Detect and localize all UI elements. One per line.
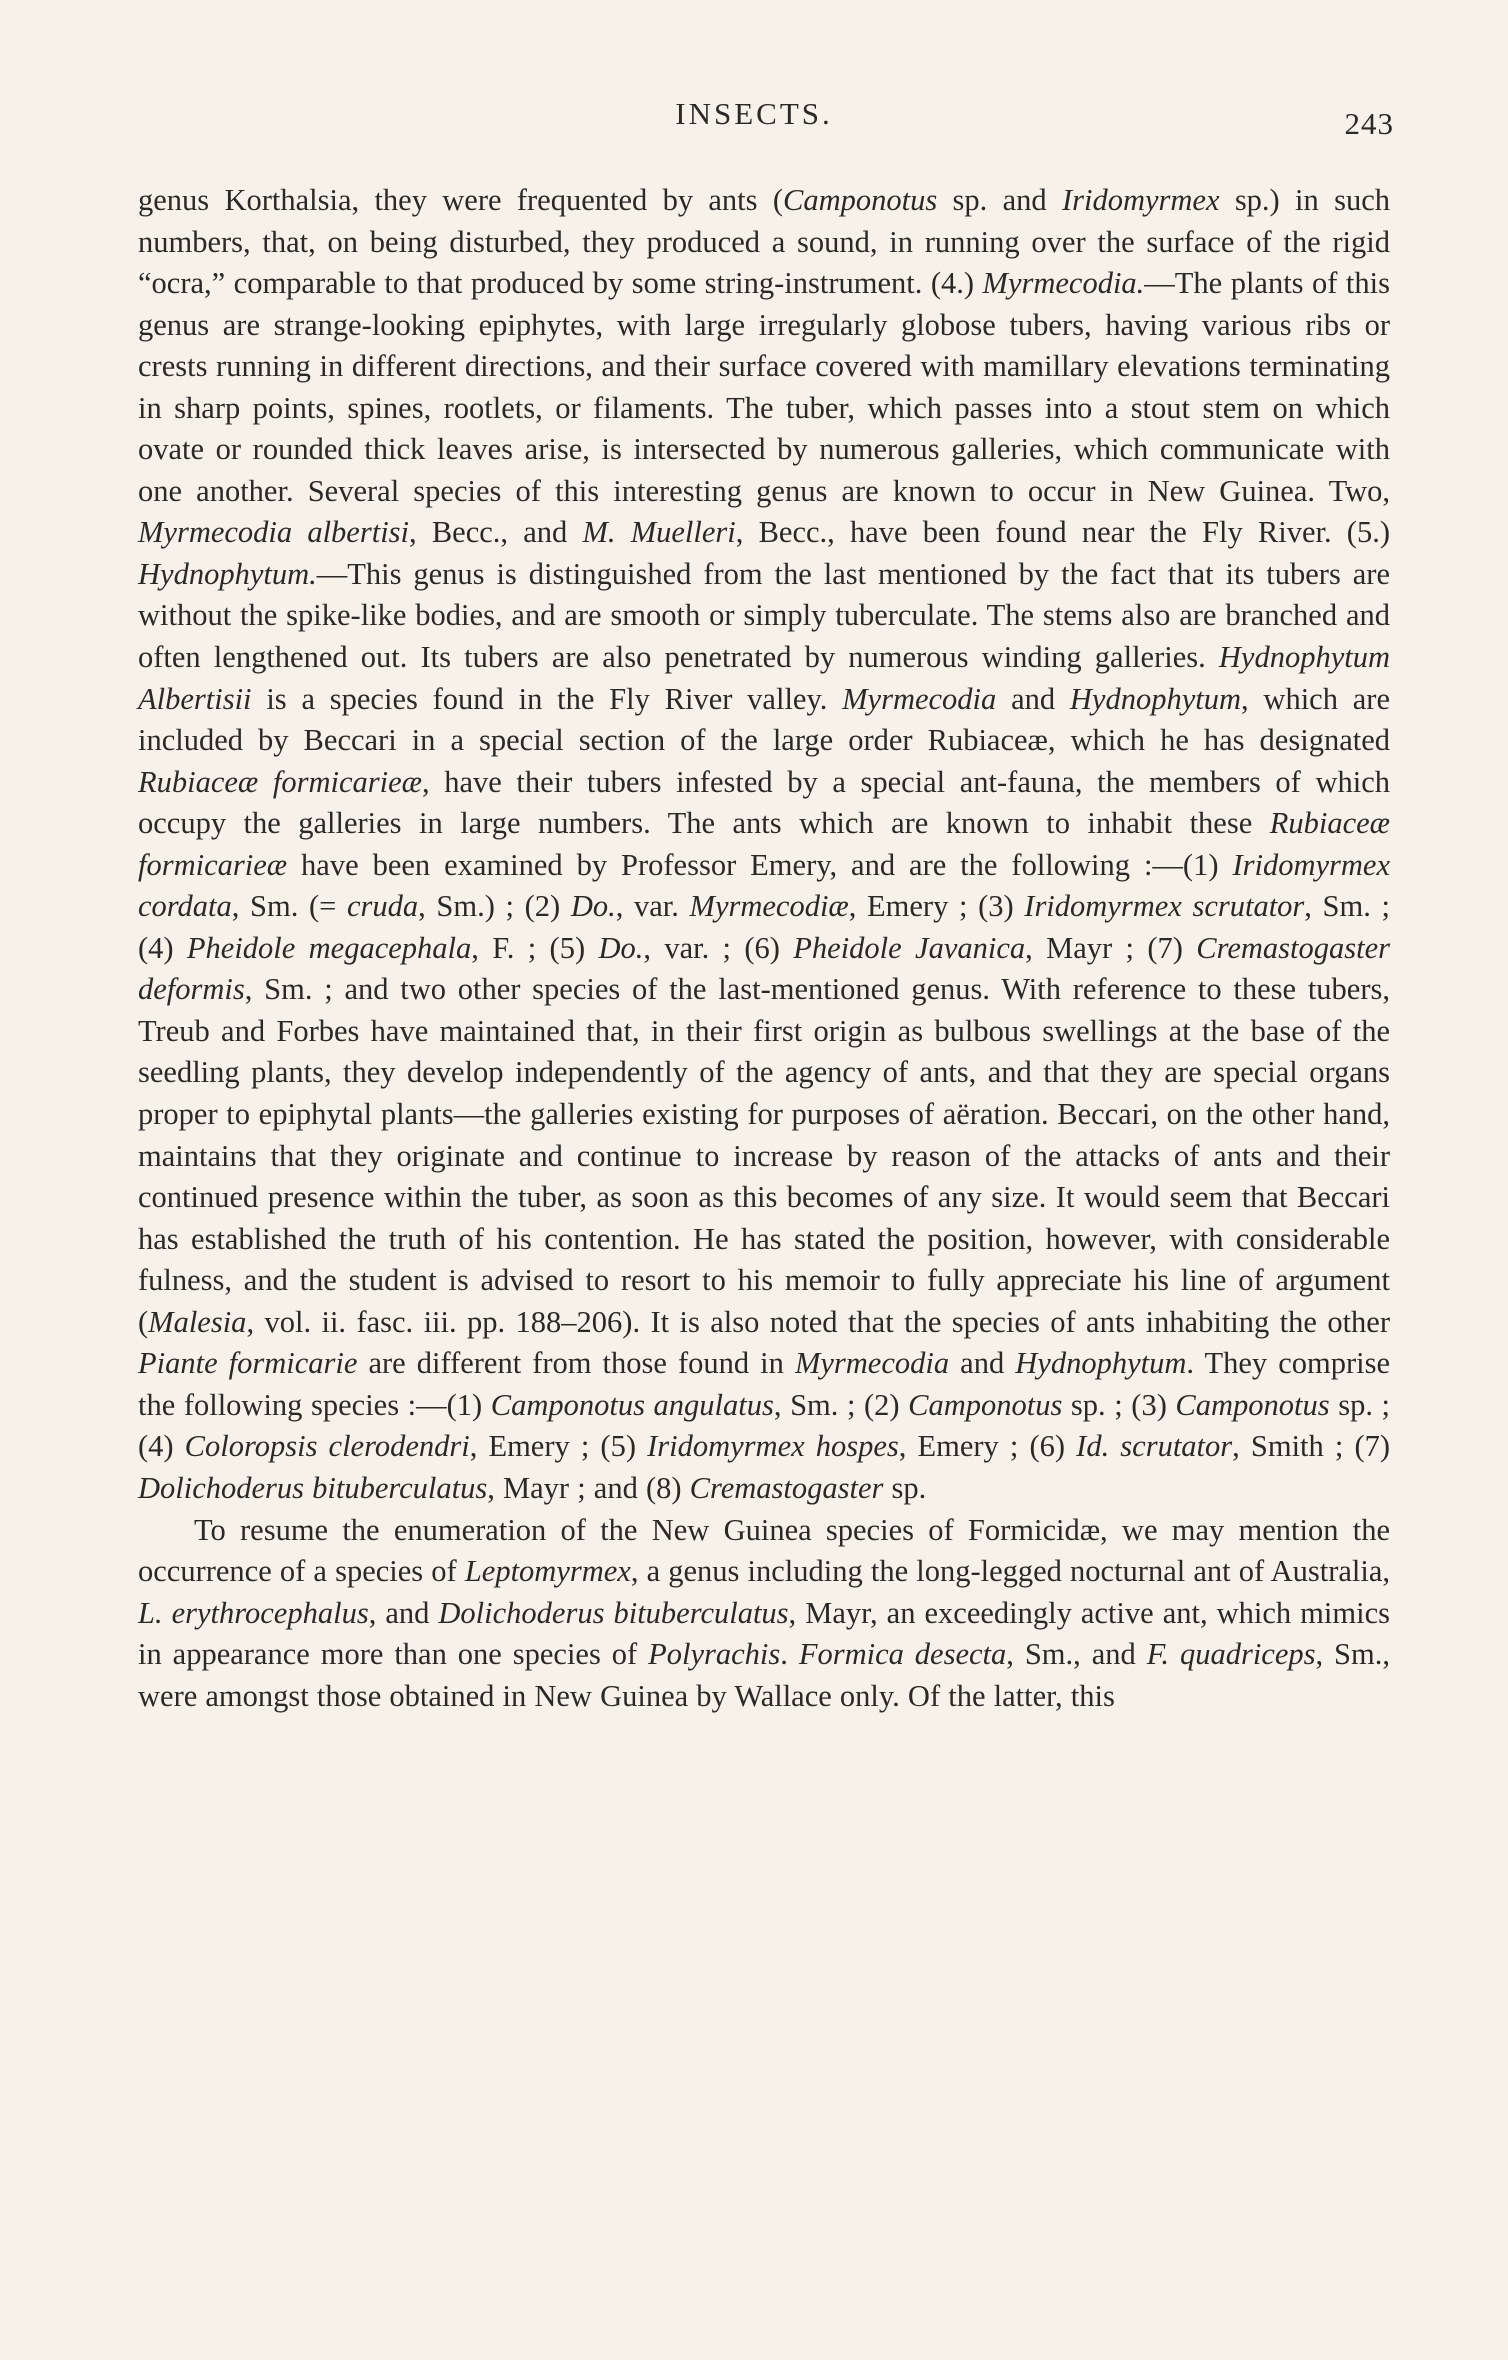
italic-term: Pheidole megacephala	[186, 930, 472, 965]
italic-term: L. erythrocephalus	[138, 1595, 369, 1630]
italic-term: Hydnophytum	[1069, 681, 1242, 716]
text-run: are different from those found in	[357, 1346, 795, 1381]
text-run: , Emery ; (6)	[898, 1429, 1077, 1464]
italic-term: Formica desecta	[798, 1637, 1007, 1672]
text-run: sp. and	[937, 183, 1062, 217]
text-run: , Sm., were amongst those obtained in New Guinea by Wallace only. Of the latter, this	[138, 1637, 1390, 1713]
text-run: , Sm. ; and two other species of the last-mentioned genus. With reference to these tubers, Treub and Forbes have maintained that, in their first origin as bulbous swellings at the base of the seedling plants, they develop independently of the agency of ants, and that they are special organs proper to epiphytal plants—the galleries existing for purposes of aëration. Beccari, on the other hand, maintains that they originate and continue to increase by reason of the attacks of ants and their continued presence within the tuber, as soon as this becomes of any size. It would seem that Beccari has established the truth of his contention. He has stated the position, however, with considerable fulness, and the student is advised to resort to his memoir to fully appreciate his line of argument (	[138, 972, 1390, 1339]
body-text	[138, 180, 1390, 1717]
text-run: , F. ; (5)	[471, 930, 599, 965]
text-run: —The plants of this genus are strange-looking epiphytes, with large irregularly globose tubers, having various ribs or crests running in different directions, and their surface covered with mamillary elevations terminating in sharp points, spines, rootlets, or filaments. The tuber, which passes into a stout stem on which ovate or rounded thick leaves arise, is intersected by numerous galleries, which communicate with one another. Several species of this interesting genus are known to occur in New Guinea. Two,	[138, 266, 1390, 508]
italic-term: Polyrachis	[648, 1637, 781, 1672]
text-run: —This genus is distinguished from the last mentioned by the fact that its tubers are without the spike-like bodies, and are smooth or simply tuberculate. The stems also are branched and often lengthened out. Its tubers are also penetrated by numerous winding galleries.	[138, 556, 1390, 675]
italic-term: M. Muelleri	[582, 515, 736, 550]
text-run: , which are included by Beccari in a special section of the large order Rubiaceæ, which he has designated	[138, 681, 1390, 758]
text-run: , Sm. (=	[231, 889, 347, 924]
text-run: , var. ; (6)	[643, 930, 794, 965]
text-run: and	[996, 681, 1070, 716]
running-head-title: INSECTS.	[675, 96, 833, 131]
text-run: , Sm. ; (2)	[773, 1387, 909, 1422]
italic-term: Hydnophytum	[1015, 1346, 1187, 1381]
paragraph-myrmecodia-hydnophytum	[138, 180, 1390, 1510]
italic-term: Iridomyrmex hospes	[647, 1429, 899, 1464]
text-run: , and	[368, 1595, 439, 1630]
italic-term: Dolichoderus bituberculatus	[438, 1595, 789, 1630]
text-run: , Mayr ; and (8)	[487, 1470, 690, 1505]
italic-term: Coloropsis clerodendri	[184, 1429, 470, 1464]
italic-term: Rubiaceæ formicarieæ	[138, 764, 422, 799]
italic-term: Rubiaceæ formicarieæ	[138, 806, 1390, 882]
text-run: , have their tubers infested by a special ant-fauna, the members of which occupy the galleries in large numbers. The ants which are known to inhabit these	[138, 764, 1390, 841]
text-run: , Becc., have been found near the Fly River. (5.)	[735, 515, 1390, 550]
italic-term: Id. scrutator	[1076, 1429, 1233, 1464]
italic-term: Pheidole Javanica	[793, 930, 1026, 965]
text-run: , var.	[615, 889, 690, 924]
italic-term: Do.	[598, 930, 644, 965]
italic-term: Camponotus	[908, 1387, 1063, 1422]
text-run: , Emery ; (3)	[848, 889, 1025, 924]
text-run: .	[780, 1637, 799, 1672]
text-run: have been examined by Professor Emery, and are the following :—(1)	[287, 847, 1233, 882]
italic-term: Cremastogaster	[689, 1470, 884, 1505]
italic-term: Myrmecodiæ	[689, 889, 849, 924]
italic-term: Camponotus	[783, 183, 938, 217]
italic-term: Piante formicarie	[138, 1346, 358, 1381]
text-run: , Smith ; (7)	[1232, 1429, 1391, 1464]
italic-term: Hydnophytum Albertisii	[138, 640, 1390, 716]
running-head	[0, 96, 1508, 156]
italic-term: Dolichoderus bituberculatus	[138, 1470, 488, 1505]
text-run: sp. ; (3)	[1062, 1387, 1176, 1422]
text-run: , Sm.) ; (2)	[418, 889, 571, 924]
text-run: genus Korthalsia, they were frequented by ants (	[138, 183, 783, 217]
text-run: , Sm. ; (4)	[138, 889, 1390, 965]
page-number: 243	[1344, 106, 1394, 141]
text-run: , vol. ii. fasc. iii. pp. 188–206). It is also noted that the species of ants inhabiting the other	[246, 1304, 1390, 1339]
text-run: . They comprise the following species :—(1)	[138, 1346, 1390, 1422]
italic-term: Camponotus angulatus	[490, 1387, 774, 1422]
italic-term: Iridomyrmex	[1061, 183, 1220, 217]
italic-term: Do.	[570, 889, 616, 924]
italic-term: Iridomyrmex scrutator	[1024, 889, 1305, 924]
italic-term: Leptomyrmex	[464, 1554, 631, 1589]
text-run: , a genus including the long-legged nocturnal ant of Australia,	[630, 1554, 1391, 1589]
text-run: , Emery ; (5)	[469, 1429, 648, 1464]
text-run: and	[949, 1346, 1016, 1381]
italic-term: Malesia	[148, 1304, 247, 1339]
text-run: is a species found in the Fly River valley.	[251, 681, 843, 716]
italic-term: Iridomyrmex cordata	[138, 847, 1390, 924]
paragraph-formicidae	[138, 1510, 1390, 1718]
text-run: To resume the enumeration of the New Guinea species of Formicidæ, we may mention the occurrence of a species of	[138, 1512, 1390, 1589]
italic-term: Myrmecodia albertisi	[138, 515, 410, 550]
text-run: sp.	[883, 1470, 927, 1505]
italic-term: Myrmecodia	[842, 681, 997, 716]
italic-term: Hydnophytum.	[138, 556, 317, 591]
italic-term: Cremastogaster deformis	[138, 930, 1390, 1007]
text-run: sp.) in such numbers, that, on being disturbed, they produced a sound, in running over the surface of the rigid “ocra,” comparable to that produced by some string-instrument. (4.)	[138, 183, 1390, 301]
italic-term: Myrmecodia	[794, 1346, 950, 1381]
text-run: sp. ; (4)	[138, 1387, 1390, 1464]
text-run: , Mayr, an exceedingly active ant, which mimics in appearance more than one species of	[138, 1595, 1390, 1672]
italic-term: cruda	[346, 889, 419, 924]
text-run: , Sm., and	[1006, 1637, 1147, 1672]
italic-term: Camponotus	[1175, 1387, 1330, 1422]
italic-term: F. quadriceps	[1146, 1637, 1316, 1672]
italic-term: Myrmecodia.	[982, 266, 1145, 301]
text-run: , Mayr ; (7)	[1025, 930, 1197, 965]
text-run: , Becc., and	[409, 515, 583, 550]
